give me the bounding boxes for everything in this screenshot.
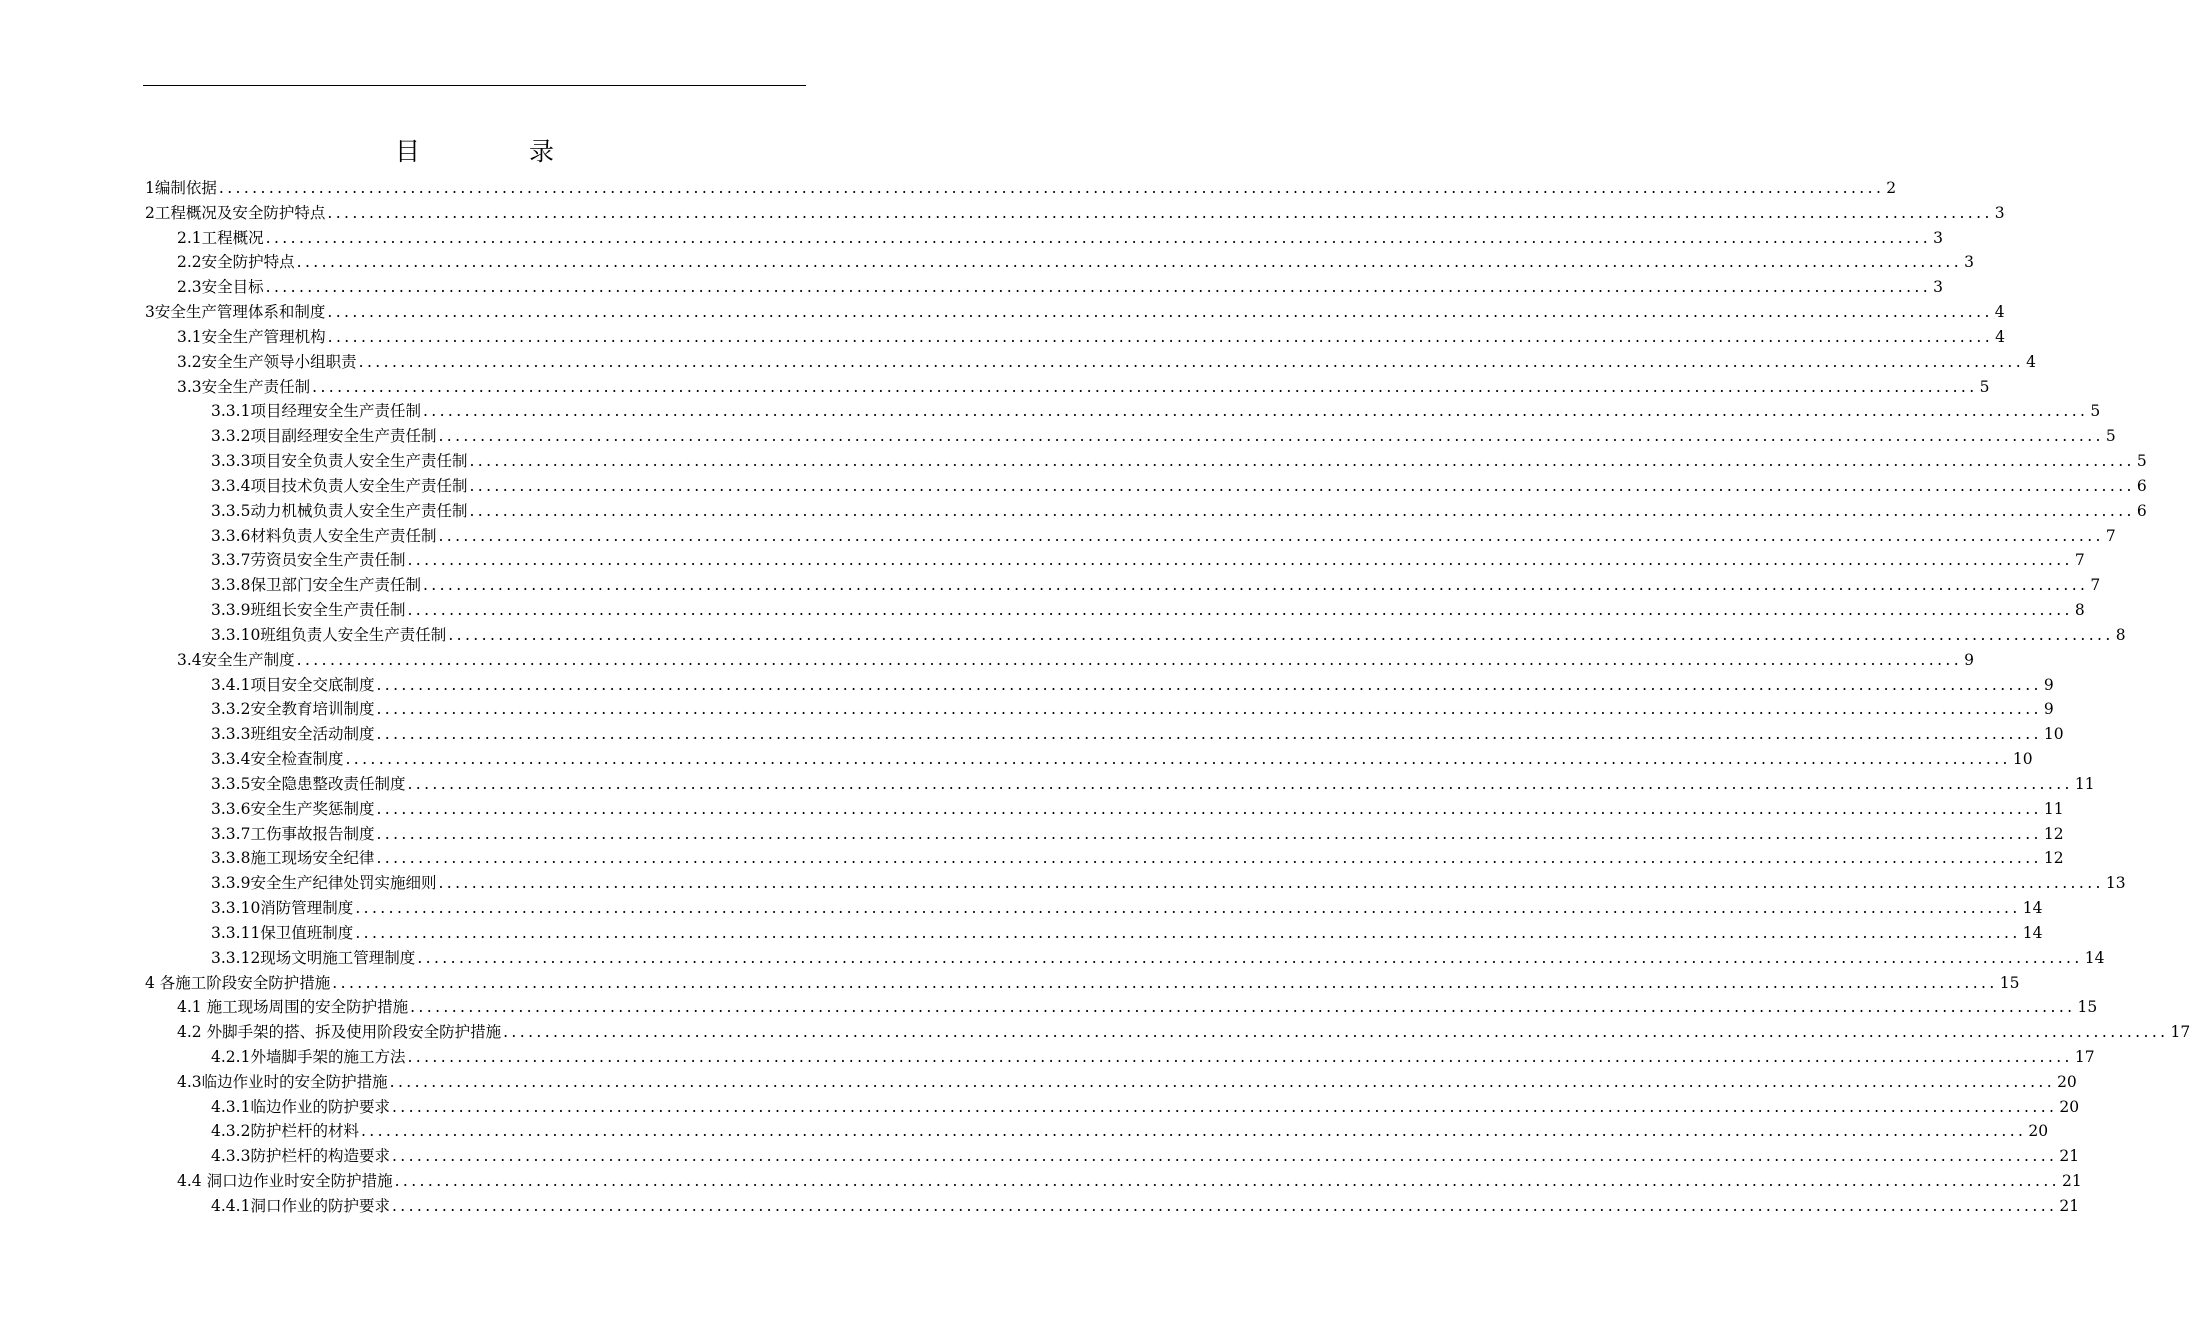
dot-leader: ........................................................................................................................................................................................................ bbox=[438, 427, 2104, 446]
dot-leader: ........................................................................................................................................................................................................ bbox=[469, 476, 2135, 495]
toc-entry-title: 3.3.10消防管理制度 bbox=[211, 899, 354, 918]
dot-leader: ........................................................................................................................................................................................................ bbox=[503, 1023, 2169, 1042]
dot-leader: ........................................................................................................................................................................................................ bbox=[376, 849, 2042, 868]
dot-leader: ........................................................................................................................................................................................................ bbox=[376, 700, 2042, 719]
toc-entry-title: 3.3.9安全生产纪律处罚实施细则 bbox=[211, 874, 437, 893]
toc-entry-page: 14 bbox=[2084, 948, 2105, 967]
toc-entry-title: 4.3.1临边作业的防护要求 bbox=[211, 1097, 390, 1116]
dot-leader: ........................................................................................................................................................................................................ bbox=[448, 625, 2114, 644]
toc-entry-title: 4.4.1洞口作业的防护要求 bbox=[211, 1196, 390, 1215]
dot-leader: ........................................................................................................................................................................................................ bbox=[265, 278, 1932, 297]
toc-entry-page: 11 bbox=[2074, 774, 2095, 793]
dot-leader: ........................................................................................................................................................................................................ bbox=[327, 303, 1993, 322]
toc-entry-page: 5 bbox=[2090, 402, 2101, 421]
toc-entry[interactable] bbox=[143, 623, 2126, 648]
toc-entry[interactable] bbox=[143, 673, 2054, 698]
dot-leader: ........................................................................................................................................................................................................ bbox=[391, 1196, 2058, 1215]
toc-entry[interactable] bbox=[143, 226, 1943, 251]
toc-entry[interactable] bbox=[143, 896, 2043, 921]
toc-entry[interactable] bbox=[143, 548, 2085, 573]
toc-entry-page: 6 bbox=[2136, 501, 2147, 520]
toc-entry[interactable] bbox=[143, 697, 2054, 722]
toc-entry[interactable] bbox=[143, 1194, 2080, 1219]
toc-entry[interactable] bbox=[143, 822, 2064, 847]
dot-leader: ........................................................................................................................................................................................................ bbox=[407, 1047, 2073, 1066]
dot-leader: ........................................................................................................................................................................................................ bbox=[376, 725, 2042, 744]
dot-leader: ........................................................................................................................................................................................................ bbox=[391, 1147, 2058, 1166]
toc-entry-page: 4 bbox=[1995, 327, 2005, 346]
toc-entry[interactable] bbox=[143, 325, 2005, 350]
dot-leader: ........................................................................................................................................................................................................ bbox=[345, 750, 2011, 769]
dot-leader: ........................................................................................................................................................................................................ bbox=[394, 1172, 2060, 1191]
toc-entry-page: 7 bbox=[2090, 576, 2101, 595]
toc-entry-page: 7 bbox=[2074, 551, 2085, 570]
dot-leader: ........................................................................................................................................................................................................ bbox=[312, 377, 1978, 396]
toc-entry-title: 2.1工程概况 bbox=[177, 228, 264, 247]
toc-entry-title: 3.3.3班组安全活动制度 bbox=[211, 725, 375, 744]
toc-entry[interactable] bbox=[143, 946, 2105, 971]
table-of-contents bbox=[143, 176, 2191, 1219]
toc-entry[interactable] bbox=[143, 971, 2020, 996]
toc-entry-title: 3.3.5安全隐患整改责任制度 bbox=[211, 774, 406, 793]
toc-entry-page: 3 bbox=[1933, 228, 1943, 247]
toc-entry-title: 3.3.12现场文明施工管理制度 bbox=[211, 948, 416, 967]
toc-entry-page: 3 bbox=[1933, 278, 1943, 297]
toc-entry-title: 3.3.7劳资员安全生产责任制 bbox=[211, 551, 406, 570]
toc-entry[interactable] bbox=[143, 474, 2147, 499]
toc-entry-title: 3.3.10班组负责人安全生产责任制 bbox=[211, 625, 447, 644]
toc-entry-page: 10 bbox=[2012, 750, 2033, 769]
toc-entry-title: 3.3安全生产责任制 bbox=[177, 377, 311, 396]
dot-leader: ........................................................................................................................................................................................................ bbox=[469, 501, 2135, 520]
toc-entry-title: 4.3.3防护栏杆的构造要求 bbox=[211, 1147, 390, 1166]
dot-leader: ........................................................................................................................................................................................................ bbox=[417, 948, 2083, 967]
toc-title: 目 录 bbox=[394, 137, 596, 166]
toc-entry-title: 3.3.8施工现场安全纪律 bbox=[211, 849, 375, 868]
toc-entry-title: 4.2.1外墙脚手架的施工方法 bbox=[211, 1047, 406, 1066]
toc-entry-title: 3.3.11保卫值班制度 bbox=[211, 923, 354, 942]
toc-entry-title: 2工程概况及安全防护特点 bbox=[145, 203, 326, 222]
dot-leader: ........................................................................................................................................................................................................ bbox=[389, 1072, 2056, 1091]
dot-leader: ........................................................................................................................................................................................................ bbox=[422, 402, 2089, 421]
toc-entry-page: 10 bbox=[2043, 725, 2064, 744]
toc-entry[interactable] bbox=[143, 399, 2101, 424]
dot-leader: ........................................................................................................................................................................................................ bbox=[391, 1097, 2058, 1116]
toc-entry[interactable] bbox=[143, 201, 2005, 226]
dot-leader: ........................................................................................................................................................................................................ bbox=[376, 675, 2042, 694]
toc-entry-title: 3.3.5动力机械负责人安全生产责任制 bbox=[211, 501, 468, 520]
toc-entry-page: 8 bbox=[2074, 601, 2085, 620]
toc-entry[interactable] bbox=[143, 449, 2147, 474]
dot-leader: ........................................................................................................................................................................................................ bbox=[358, 352, 2025, 371]
toc-entry-page: 6 bbox=[2136, 476, 2147, 495]
toc-entry-page: 5 bbox=[2105, 427, 2116, 446]
toc-entry[interactable] bbox=[143, 747, 2033, 772]
toc-entry-title: 3.3.3项目安全负责人安全生产责任制 bbox=[211, 452, 468, 471]
toc-entry[interactable] bbox=[143, 846, 2064, 871]
toc-entry-page: 14 bbox=[2022, 899, 2043, 918]
toc-entry[interactable] bbox=[143, 995, 2098, 1020]
dot-leader: ........................................................................................................................................................................................................ bbox=[422, 576, 2089, 595]
toc-entry-title: 3.3.4项目技术负责人安全生产责任制 bbox=[211, 476, 468, 495]
header-rule bbox=[143, 85, 806, 86]
toc-entry[interactable] bbox=[143, 797, 2064, 822]
toc-entry[interactable] bbox=[143, 921, 2043, 946]
toc-entry[interactable] bbox=[143, 1144, 2080, 1169]
toc-entry[interactable] bbox=[143, 350, 2036, 375]
toc-entry[interactable] bbox=[143, 871, 2126, 896]
toc-entry-page: 20 bbox=[2059, 1097, 2080, 1116]
toc-entry-title: 3.3.6安全生产奖惩制度 bbox=[211, 799, 375, 818]
toc-entry-title: 2.2安全防护特点 bbox=[177, 253, 295, 272]
toc-entry[interactable] bbox=[143, 1045, 2095, 1070]
toc-entry[interactable] bbox=[143, 598, 2085, 623]
toc-entry[interactable] bbox=[143, 1070, 2077, 1095]
toc-entry[interactable] bbox=[143, 1095, 2080, 1120]
toc-entry[interactable] bbox=[143, 424, 2116, 449]
toc-entry[interactable] bbox=[143, 300, 2005, 325]
toc-entry-title: 3.3.4安全检查制度 bbox=[211, 750, 344, 769]
toc-entry-title: 4.2 外脚手架的搭、拆及使用阶段安全防护措施 bbox=[177, 1023, 502, 1042]
toc-entry-title: 4.3临边作业时的安全防护措施 bbox=[177, 1072, 388, 1091]
dot-leader: ........................................................................................................................................................................................................ bbox=[407, 551, 2073, 570]
toc-entry[interactable] bbox=[143, 375, 1990, 400]
toc-entry[interactable] bbox=[143, 499, 2147, 524]
toc-entry-title: 4.3.2防护栏杆的材料 bbox=[211, 1122, 359, 1141]
toc-entry-title: 1编制依据 bbox=[145, 179, 217, 197]
toc-entry-page: 11 bbox=[2043, 799, 2064, 818]
dot-leader: ........................................................................................................................................................................................................ bbox=[265, 228, 1932, 247]
toc-entry-page: 21 bbox=[2061, 1172, 2082, 1191]
toc-entry-page: 14 bbox=[2022, 923, 2043, 942]
dot-leader: ........................................................................................................................................................................................................ bbox=[407, 601, 2073, 620]
toc-entry-title: 3.3.1项目经理安全生产责任制 bbox=[211, 402, 421, 421]
toc-entry-page: 7 bbox=[2105, 526, 2116, 545]
toc-entry-page: 15 bbox=[2077, 998, 2098, 1017]
dot-leader: ........................................................................................................................................................................................................ bbox=[376, 824, 2042, 843]
toc-entry[interactable] bbox=[143, 176, 1897, 201]
dot-leader: ........................................................................................................................................................................................................ bbox=[438, 526, 2104, 545]
toc-entry-page: 21 bbox=[2059, 1147, 2080, 1166]
toc-entry-page: 4 bbox=[2026, 352, 2036, 371]
dot-leader: ........................................................................................................................................................................................................ bbox=[360, 1122, 2027, 1141]
toc-entry-page: 3 bbox=[1964, 253, 1974, 272]
toc-entry[interactable] bbox=[143, 524, 2116, 549]
dot-leader: ........................................................................................................................................................................................................ bbox=[355, 899, 2021, 918]
toc-entry[interactable] bbox=[143, 772, 2095, 797]
toc-entry-title: 2.3安全目标 bbox=[177, 278, 264, 297]
dot-leader: ........................................................................................................................................................................................................ bbox=[327, 327, 1994, 346]
toc-entry-title: 4.4 洞口边作业时安全防护措施 bbox=[177, 1172, 393, 1191]
toc-entry[interactable] bbox=[143, 1020, 2191, 1045]
toc-entry-page: 17 bbox=[2074, 1047, 2095, 1066]
toc-entry-title: 3.3.2安全教育培训制度 bbox=[211, 700, 375, 719]
toc-entry-title: 3.2安全生产领导小组职责 bbox=[177, 352, 357, 371]
toc-entry-page: 9 bbox=[2043, 675, 2054, 694]
toc-entry-page: 12 bbox=[2043, 849, 2064, 868]
dot-leader: ........................................................................................................................................................................................................ bbox=[407, 774, 2073, 793]
toc-entry-title: 3.1安全生产管理机构 bbox=[177, 327, 326, 346]
toc-entry-page: 12 bbox=[2043, 824, 2064, 843]
toc-entry-page: 8 bbox=[2115, 625, 2126, 644]
toc-entry-title: 3安全生产管理体系和制度 bbox=[145, 303, 326, 322]
toc-entry-title: 3.3.6材料负责人安全生产责任制 bbox=[211, 526, 437, 545]
toc-entry[interactable] bbox=[143, 648, 1974, 673]
toc-entry-page: 21 bbox=[2059, 1196, 2080, 1215]
dot-leader: ........................................................................................................................................................................................................ bbox=[327, 203, 1993, 222]
toc-entry[interactable] bbox=[143, 1119, 2049, 1144]
toc-entry-page: 2 bbox=[1886, 179, 1897, 197]
toc-entry-page: 13 bbox=[2105, 874, 2126, 893]
toc-entry-title: 3.4.1项目安全交底制度 bbox=[211, 675, 375, 694]
toc-entry-page: 20 bbox=[2028, 1122, 2049, 1141]
toc-entry-title: 3.3.9班组长安全生产责任制 bbox=[211, 601, 406, 620]
dot-leader: ........................................................................................................................................................................................................ bbox=[332, 973, 1998, 992]
dot-leader: ........................................................................................................................................................................................................ bbox=[218, 179, 1885, 197]
dot-leader: ........................................................................................................................................................................................................ bbox=[438, 874, 2104, 893]
dot-leader: ........................................................................................................................................................................................................ bbox=[355, 923, 2021, 942]
toc-entry-page: 5 bbox=[2136, 452, 2147, 471]
toc-entry[interactable] bbox=[143, 573, 2101, 598]
dot-leader: ........................................................................................................................................................................................................ bbox=[410, 998, 2076, 1017]
toc-entry-title: 3.3.2项目副经理安全生产责任制 bbox=[211, 427, 437, 446]
toc-entry-page: 17 bbox=[2170, 1023, 2191, 1042]
toc-entry[interactable] bbox=[143, 1169, 2082, 1194]
toc-entry-page: 9 bbox=[1964, 650, 1974, 669]
toc-entry[interactable] bbox=[143, 250, 1974, 275]
toc-entry-page: 20 bbox=[2057, 1072, 2077, 1091]
dot-leader: ........................................................................................................................................................................................................ bbox=[376, 799, 2042, 818]
dot-leader: ........................................................................................................................................................................................................ bbox=[296, 253, 1963, 272]
toc-entry-page: 9 bbox=[2043, 700, 2054, 719]
toc-entry-page: 3 bbox=[1994, 203, 2005, 222]
toc-entry-title: 4 各施工阶段安全防护措施 bbox=[145, 973, 331, 992]
dot-leader: ........................................................................................................................................................................................................ bbox=[296, 650, 1963, 669]
toc-entry-title: 3.3.8保卫部门安全生产责任制 bbox=[211, 576, 421, 595]
toc-entry-page: 4 bbox=[1994, 303, 2005, 322]
dot-leader: ........................................................................................................................................................................................................ bbox=[469, 452, 2135, 471]
toc-entry-page: 5 bbox=[1979, 377, 1990, 396]
toc-entry-title: 3.3.7工伤事故报告制度 bbox=[211, 824, 375, 843]
toc-entry-title: 4.1 施工现场周围的安全防护措施 bbox=[177, 998, 409, 1017]
toc-entry-title: 3.4安全生产制度 bbox=[177, 650, 295, 669]
toc-entry-page: 15 bbox=[1999, 973, 2020, 992]
toc-entry[interactable] bbox=[143, 722, 2064, 747]
toc-entry[interactable] bbox=[143, 275, 1943, 300]
